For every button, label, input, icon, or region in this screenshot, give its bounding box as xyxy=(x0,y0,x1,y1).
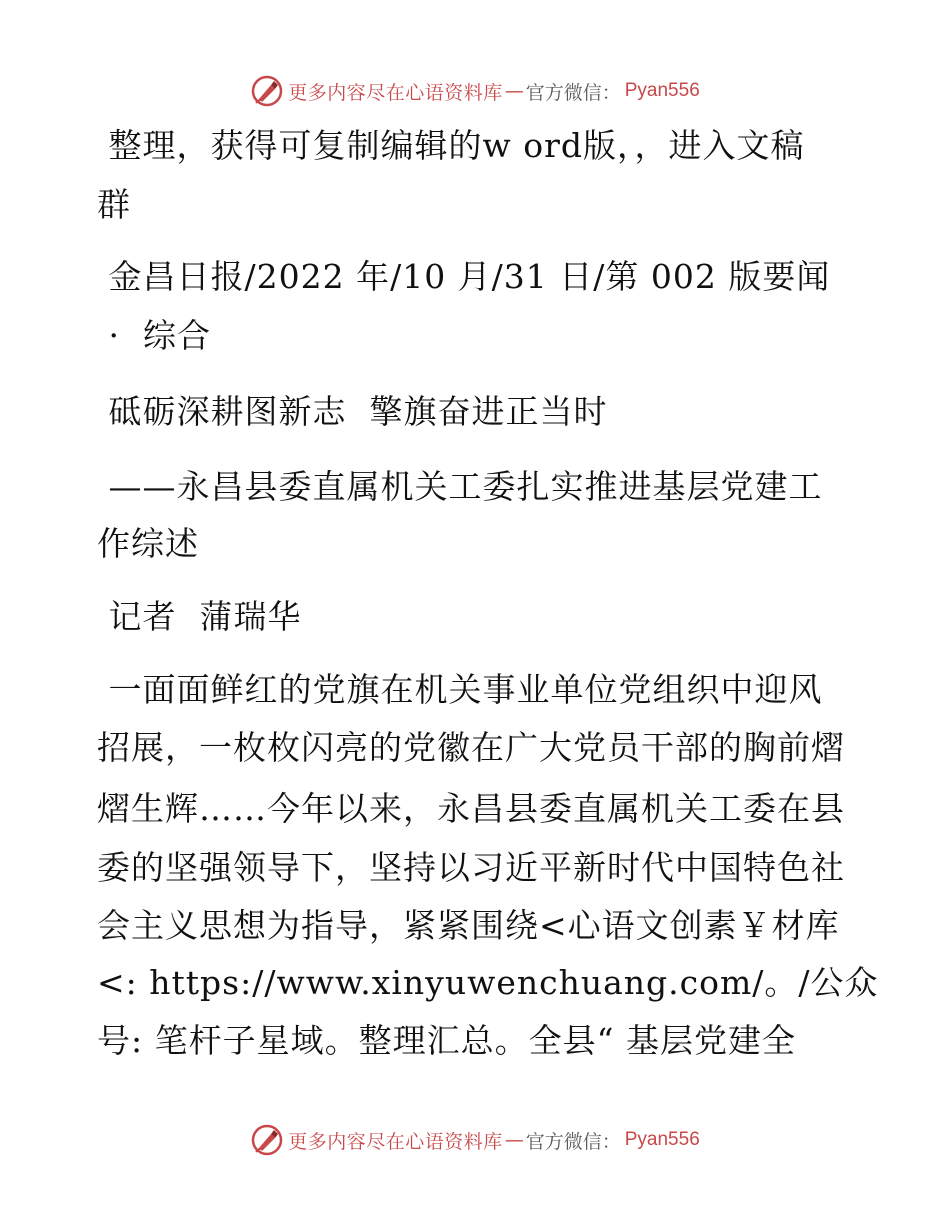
pen-logo-icon xyxy=(250,1123,284,1157)
text-line: 群 xyxy=(97,185,131,224)
watermark-title: 更多内容尽在心语资料库 xyxy=(288,1130,503,1153)
watermark-title: 更多内容尽在心语资料库 xyxy=(288,81,503,104)
watermark-dash: — xyxy=(504,1129,524,1151)
watermark-label: 官方微信： xyxy=(525,1130,621,1153)
text-line: 整理，获得可复制编辑的w ord版，，进入文稿 xyxy=(97,126,805,165)
body-line: 会主义思想为指导，紧紧围绕<心语文创素￥材库 xyxy=(97,906,840,945)
body-line: 委的坚强领导下，坚持以习近平新时代中国特色社 xyxy=(97,848,845,887)
body-line: <: https://www.xinyuwenchuang.com/。/公众 xyxy=(97,963,879,1002)
watermark-label: 官方微信： xyxy=(525,81,621,104)
watermark-wechat-id: Pyan556 xyxy=(624,80,700,101)
watermark-wechat-id: Pyan556 xyxy=(624,1129,700,1150)
watermark-dash: — xyxy=(504,80,524,102)
article-subtitle: ——永昌县委直属机关工委扎实推进基层党建工 xyxy=(97,467,823,506)
pen-logo-icon xyxy=(250,74,284,108)
byline: 记者 蒲瑞华 xyxy=(97,597,302,636)
article-subtitle: 作综述 xyxy=(97,524,199,563)
section-label: · 综合 xyxy=(97,316,211,355)
article-title: 砥砺深耕图新志 擎旗奋进正当时 xyxy=(97,392,608,431)
dateline: 金昌日报/2022 年/10 月/31 日/第 002 版要闻 xyxy=(97,257,831,296)
header-watermark xyxy=(0,71,950,111)
body-line: 号: 笔杆子星域。整理汇总。全县“ 基层党建全 xyxy=(97,1021,796,1060)
body-line: 熠生辉……今年以来，永昌县委直属机关工委在县 xyxy=(97,789,845,828)
footer-watermark xyxy=(0,1120,950,1160)
body-line: 招展，一枚枚闪亮的党徽在广大党员干部的胸前熠 xyxy=(97,728,845,767)
body-line: 一面面鲜红的党旗在机关事业单位党组织中迎风 xyxy=(97,670,823,709)
